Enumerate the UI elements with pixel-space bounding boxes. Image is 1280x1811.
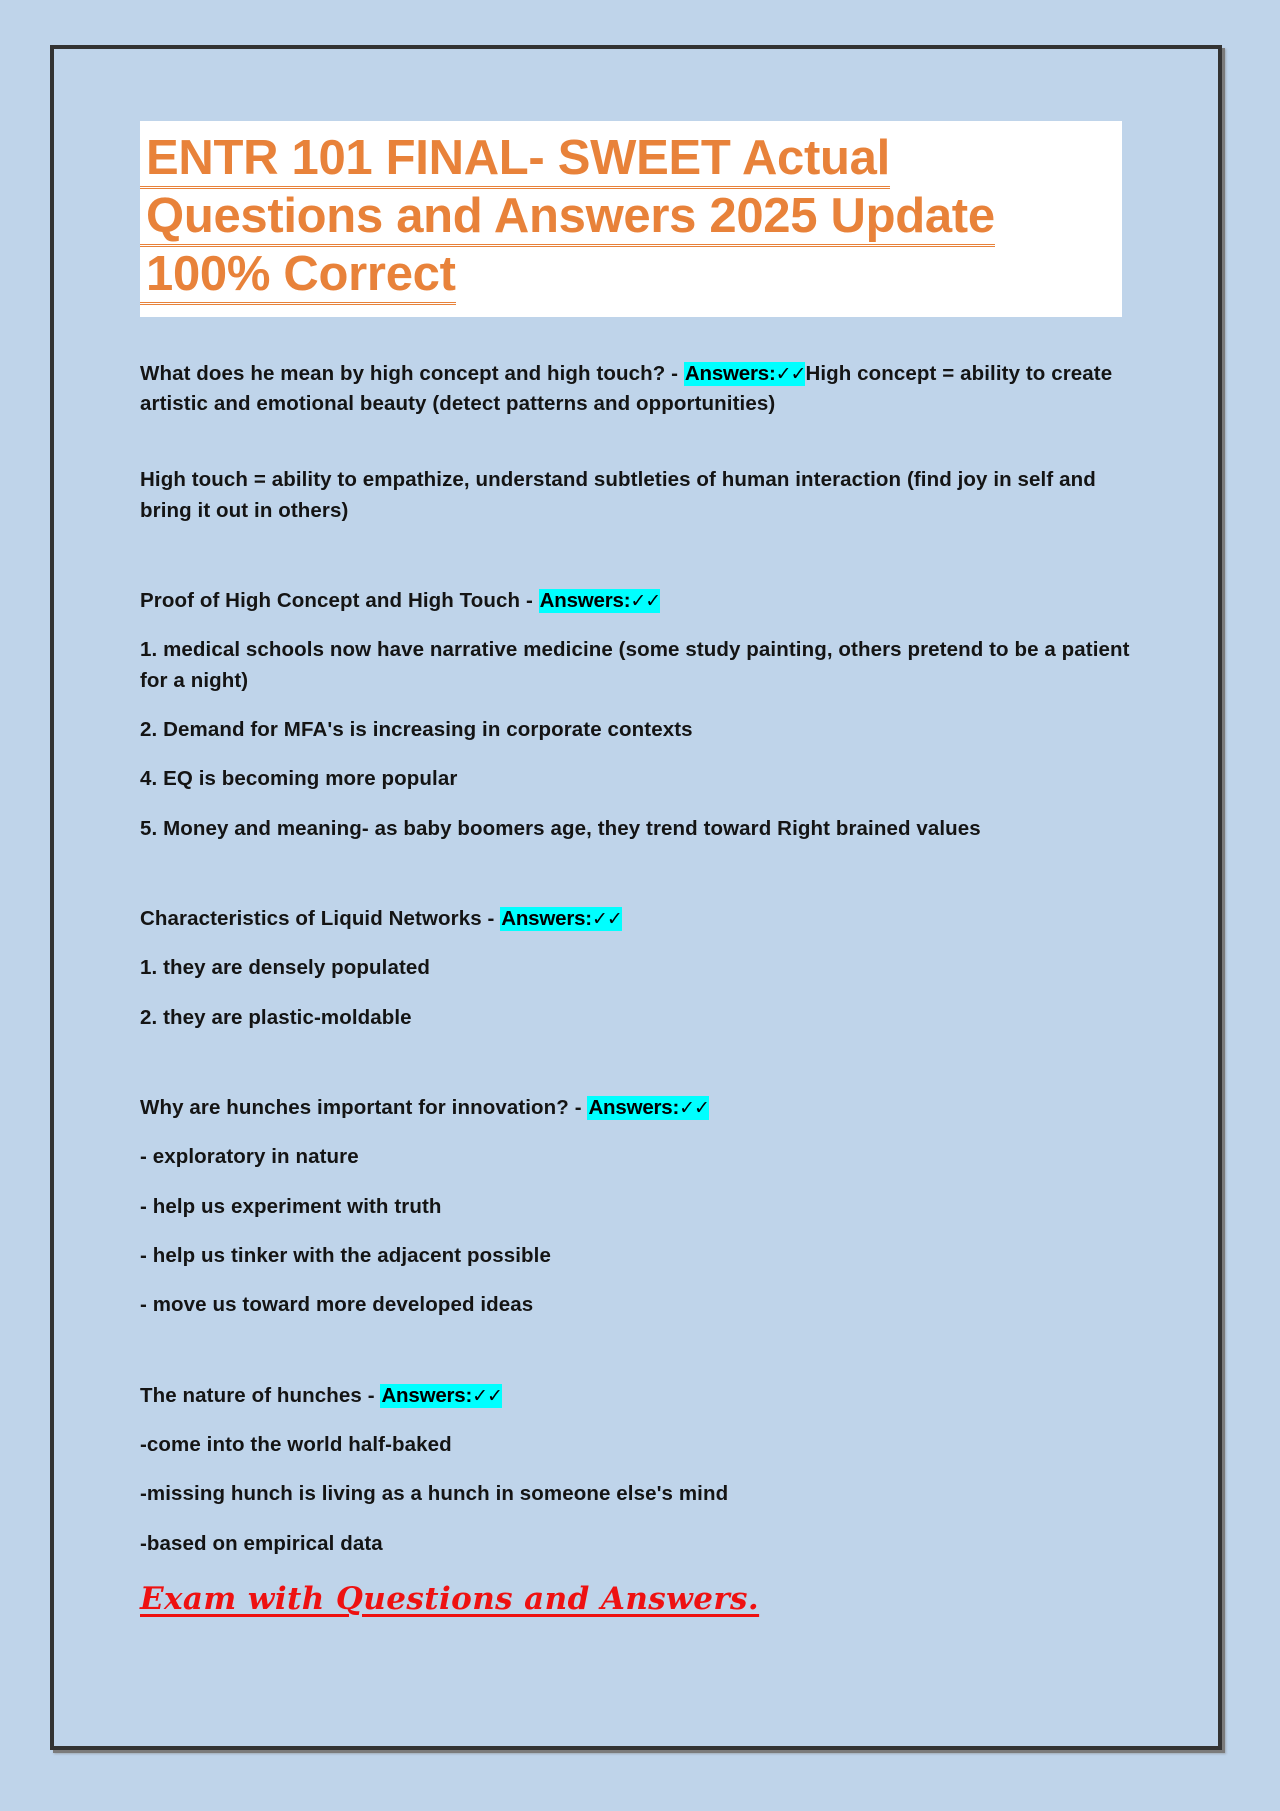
qa-question-liquid-networks: [140, 904, 1140, 934]
list-item: 2. they are plastic-moldable: [140, 1005, 412, 1029]
double-check-icon: ✓✓: [679, 1096, 709, 1119]
page-title-line-1: ENTR 101 FINAL- SWEET Actual: [140, 131, 890, 189]
question-text: Why are hunches important for innovation? -: [140, 1095, 588, 1119]
question-text: Characteristics of Liquid Networks -: [140, 906, 501, 930]
spacer: [140, 526, 1140, 586]
answers-label: Answers:: [539, 588, 631, 612]
spacer: [140, 1033, 1140, 1093]
list-item: - exploratory in nature: [140, 1145, 359, 1169]
spacer: [140, 419, 1140, 465]
page-frame: [50, 45, 1222, 1750]
list-item: -come into the world half-baked: [140, 1432, 452, 1456]
page-title-line-2: Questions and Answers 2025 Update: [140, 189, 995, 247]
answers-label: Answers:: [588, 1095, 680, 1119]
list-item: 1. they are densely populated: [140, 956, 430, 980]
answers-label: Answers:: [501, 906, 592, 930]
list-item: - help us tinker with the adjacent possible: [140, 1243, 551, 1267]
list-item: 1. medical schools now have narrative medicine (some study painting, others pretend to be a patient for a night): [140, 638, 1130, 692]
page-title-line-3: 100% Correct: [140, 247, 456, 305]
question-text: What does he mean by high concept and high touch? -: [140, 361, 684, 385]
answers-highlight: [684, 362, 806, 386]
answer-text: High concept = ability to create artistic and emotional beauty (detect patterns and opportunities): [140, 361, 1113, 415]
answers-label: Answers:: [381, 1383, 473, 1407]
qa-followup-high-touch: High touch = ability to empathize, understand subtleties of human interaction (find joy in self and bring it out in others): [140, 468, 1096, 522]
list-item: 5. Money and meaning- as baby boomers age, they trend toward Right brained values: [140, 816, 981, 840]
qa-question-high-concept-high-touch: [140, 359, 1140, 420]
list-item: - help us experiment with truth: [140, 1194, 442, 1218]
answers-highlight: [380, 1384, 502, 1408]
list-item: - move us toward more developed ideas: [140, 1293, 534, 1317]
document-title-block: [140, 121, 1122, 317]
answers-highlight: [539, 589, 661, 613]
list-item: -based on empirical data: [140, 1531, 383, 1555]
answers-label: Answers:: [684, 361, 776, 385]
question-text: The nature of hunches -: [140, 1383, 381, 1407]
footer-note: Exam with Questions and Answers.: [140, 1580, 760, 1617]
spacer: [140, 1321, 1140, 1381]
spacer: [140, 844, 1140, 904]
qa-question-proof-high-concept-high-touch: [140, 586, 1140, 616]
double-check-icon: ✓✓: [472, 1384, 502, 1407]
answers-highlight: [500, 907, 622, 931]
document-body: [140, 121, 1140, 1617]
answers-highlight: [587, 1096, 709, 1120]
spacer: [140, 1559, 1140, 1581]
question-text: Proof of High Concept and High Touch -: [140, 588, 539, 612]
double-check-icon: ✓✓: [775, 362, 806, 385]
qa-question-nature-of-hunches: [140, 1381, 1140, 1411]
double-check-icon: ✓✓: [591, 907, 622, 930]
double-check-icon: ✓✓: [630, 589, 661, 612]
list-item: 4. EQ is becoming more popular: [140, 767, 458, 791]
list-item: 2. Demand for MFA's is increasing in corporate contexts: [140, 717, 693, 741]
list-item: -missing hunch is living as a hunch in someone else's mind: [140, 1482, 729, 1506]
qa-question-hunches-innovation: [140, 1093, 1140, 1123]
